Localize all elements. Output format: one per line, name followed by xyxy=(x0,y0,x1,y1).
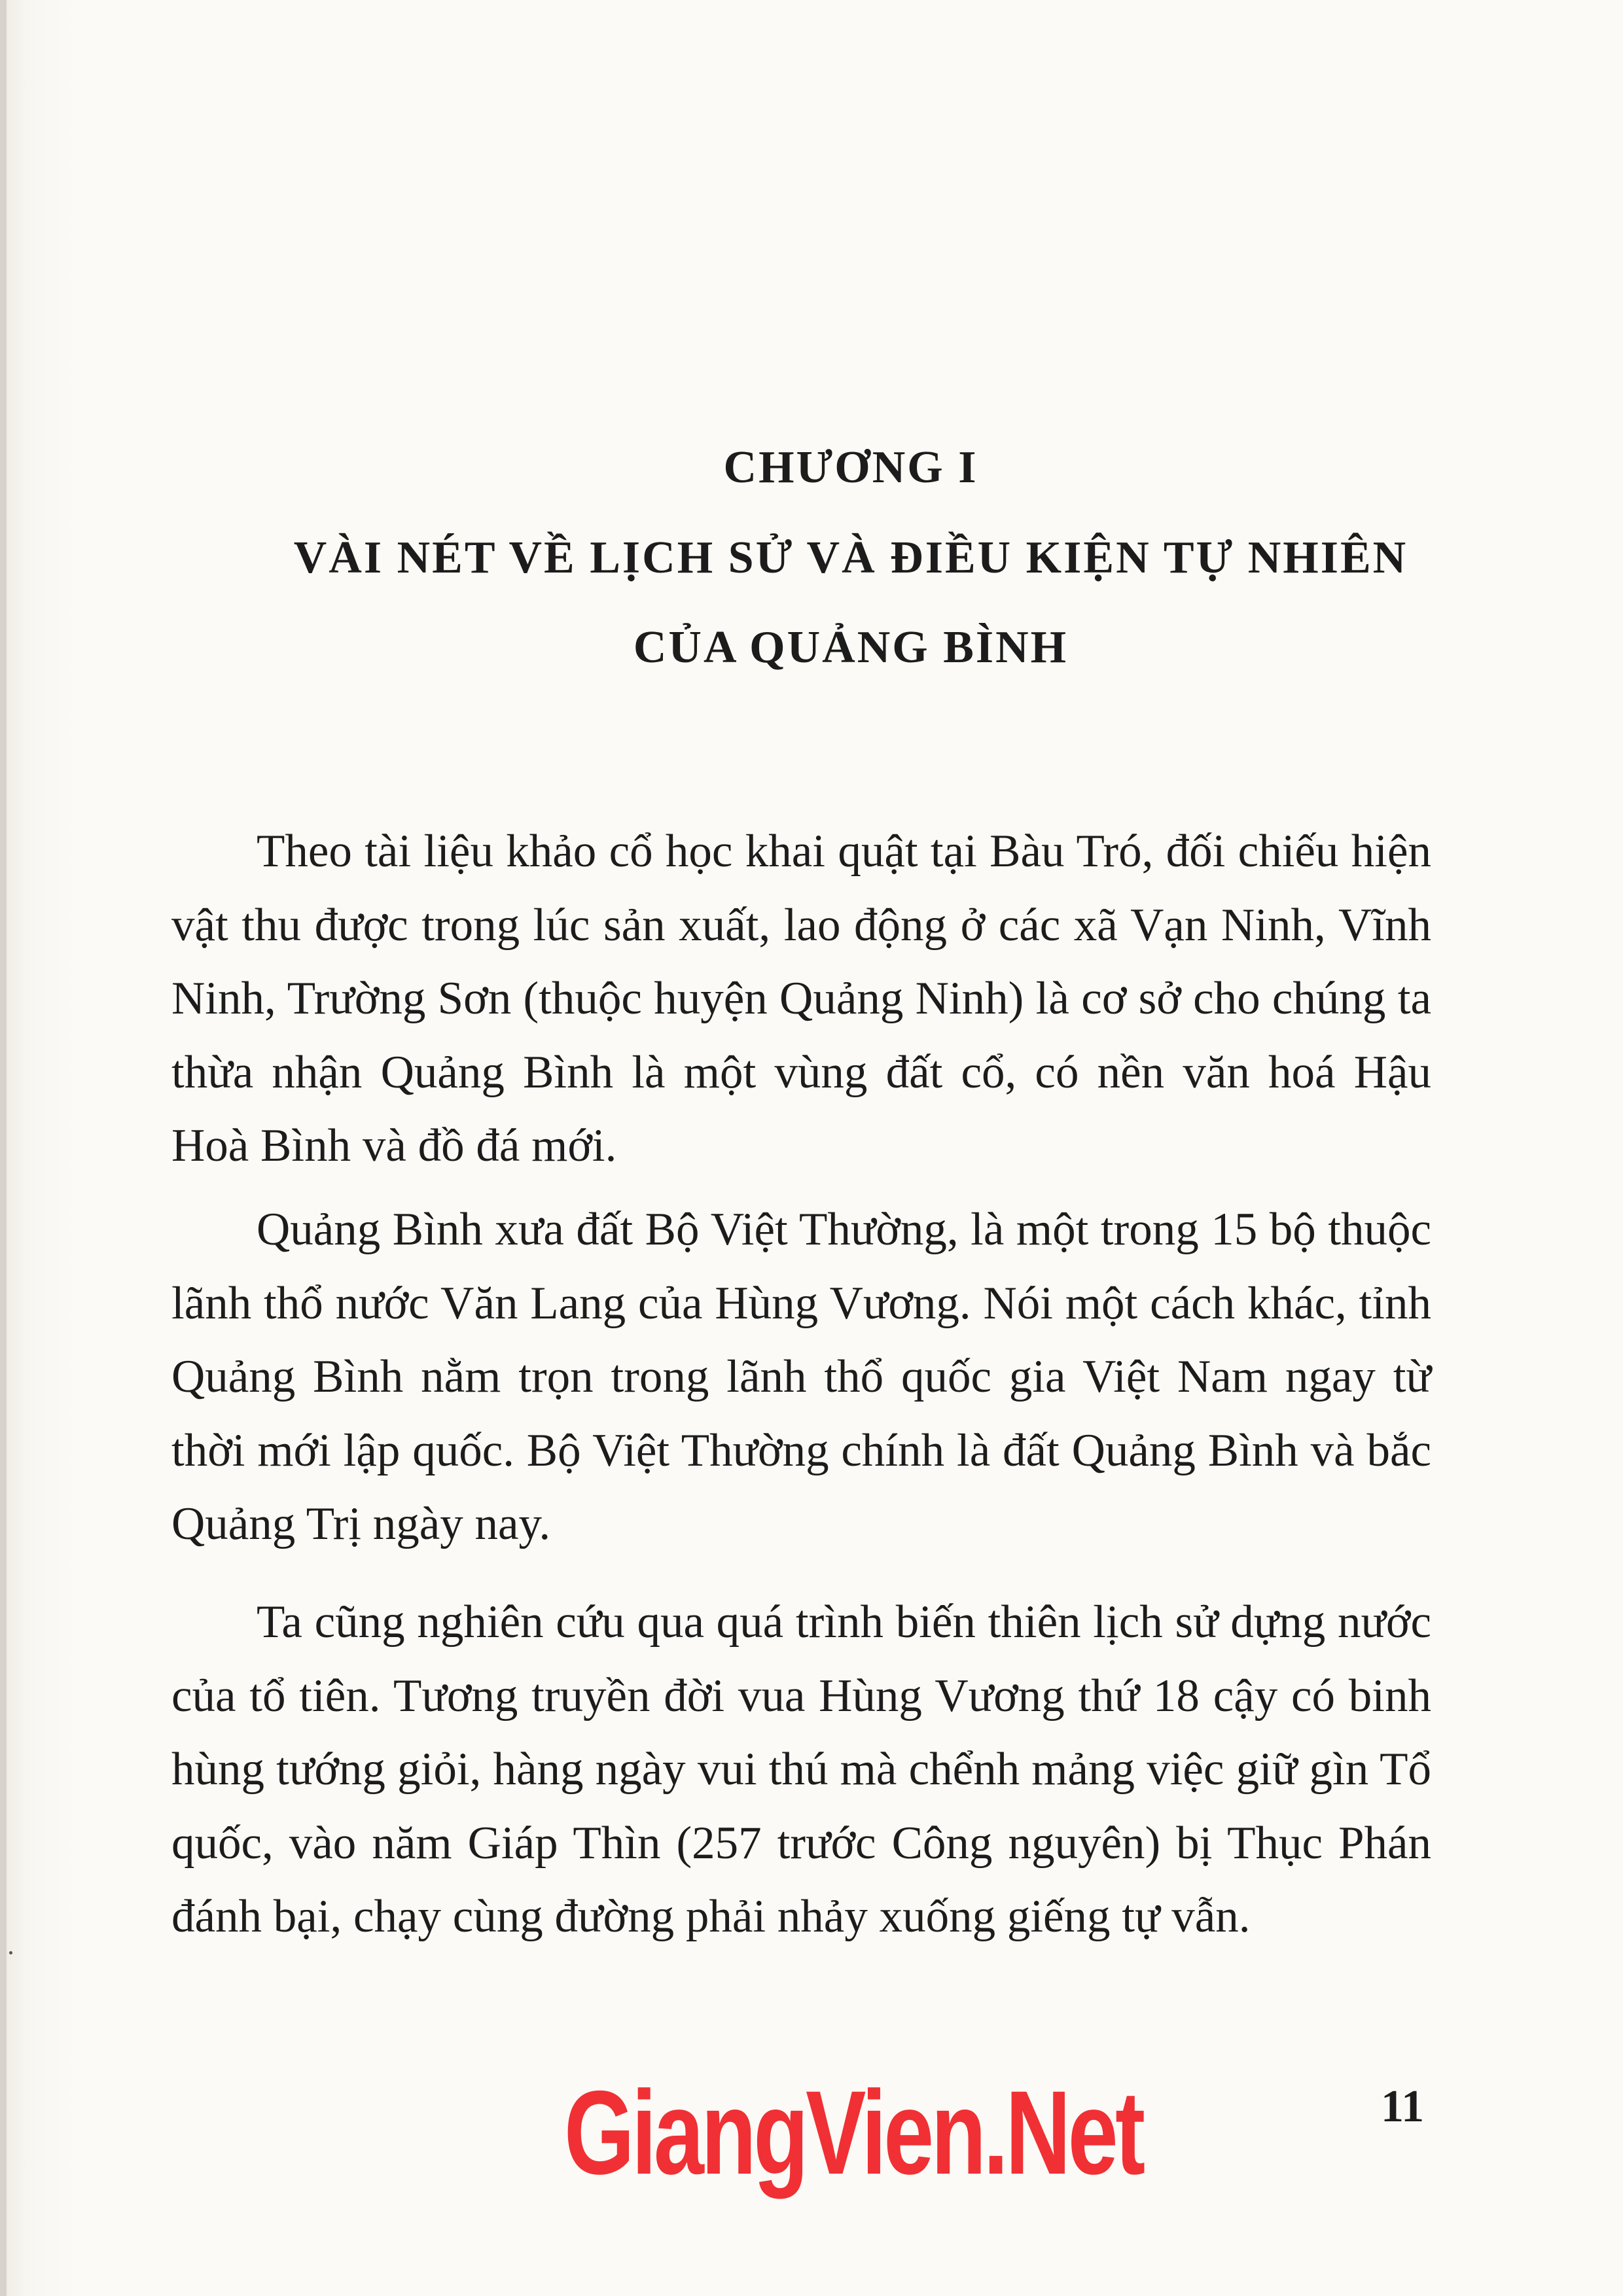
paragraph-text: Theo tài liệu khảo cổ học khai quật tại Bàu Tró, đối chiếu hiện vật thu được trong lúc sản xuất, lao động ở các xã Vạn Ninh, Vĩnh Ninh, Trường Sơn (thuộc huyện Quảng Ninh) là cơ sở cho chúng ta thừa nhận Quảng Bình là một vùng đất cổ, có nền văn hoá Hậu Hoà Bình và đồ đá mới. xyxy=(171,826,1431,1171)
chapter-title-line-2: CỦA QUẢNG BÌNH xyxy=(633,622,1069,673)
body-paragraph-2 xyxy=(171,1193,1431,1561)
chapter-number-title: CHƯƠNG I xyxy=(723,442,978,493)
paragraph-text: Ta cũng nghiên cứu qua quá trình biến thiên lịch sử dựng nước của tổ tiên. Tương truyền đời vua Hùng Vương thứ 18 cậy có binh hùng tướng giỏi, hàng ngày vui thú mà chểnh mảng việc giữ gìn Tổ quốc, vào năm Giáp Thìn (257 trước Công nguyên) bị Thục Phán đánh bại, chạy cùng đường phải nhảy xuống giếng tự vẫn. xyxy=(171,1597,1431,1942)
page-edge-shadow xyxy=(0,0,7,2296)
page-number: 11 xyxy=(1381,2081,1425,2132)
body-paragraph-1 xyxy=(171,815,1431,1183)
watermark-logo: GiangVien.Net xyxy=(564,2066,1143,2199)
chapter-title-line-1: VÀI NÉT VỀ LỊCH SỬ VÀ ĐIỀU KIỆN TỰ NHIÊN xyxy=(293,533,1408,583)
scan-speck xyxy=(9,1951,12,1954)
paragraph-text: Quảng Bình xưa đất Bộ Việt Thường, là một trong 15 bộ thuộc lãnh thổ nước Văn Lang của Hùng Vương. Nói một cách khác, tỉnh Quảng Bình nằm trọn trong lãnh thổ quốc gia Việt Nam ngay từ thời mới lập quốc. Bộ Việt Thường chính là đất Quảng Bình và bắc Quảng Trị ngày nay. xyxy=(171,1204,1431,1549)
body-paragraph-3 xyxy=(171,1585,1431,1954)
